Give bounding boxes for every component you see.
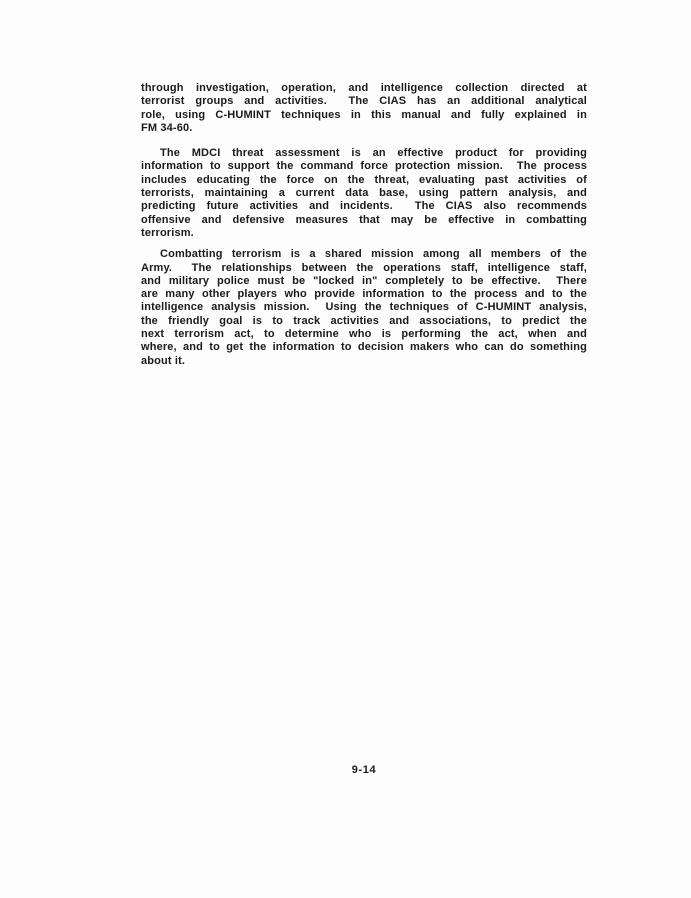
- text-line: includes educating the force on the threat, evaluating past activities of: [141, 173, 587, 186]
- text-line: information to support the command force protection mission. The process: [141, 160, 587, 173]
- text-line: Combatting terrorism is a shared mission among all members of the: [160, 248, 587, 261]
- text-line: role, using C-HUMINT techniques in this manual and fully explained in: [141, 108, 587, 121]
- text-line: Army. The relationships between the operations staff, intelligence staff,: [141, 261, 587, 274]
- text-line: intelligence analysis mission. Using the techniques of C-HUMINT analysis,: [141, 301, 587, 314]
- text-line: terrorism.: [141, 226, 194, 239]
- body-text: [141, 82, 587, 368]
- text-line: terrorist groups and activities. The CIAS has an additional analytical: [141, 95, 587, 108]
- paragraph: [141, 82, 587, 135]
- text-line: terrorists, maintaining a current data base, using pattern analysis, and: [141, 187, 587, 200]
- text-line: The MDCI threat assessment is an effective product for providing: [160, 147, 587, 160]
- text-line: offensive and defensive measures that may be effective in combatting: [141, 213, 587, 226]
- text-line: and military police must be "locked in" completely to be effective. There: [141, 274, 587, 287]
- text-line: where, and to get the information to decision makers who can do something: [141, 341, 587, 354]
- text-line: the friendly goal is to track activities and associations, to predict the: [141, 314, 587, 327]
- text-line: through investigation, operation, and intelligence collection directed at: [141, 82, 587, 94]
- text-line: FM 34-60.: [141, 121, 193, 134]
- paragraph: [141, 248, 587, 368]
- text-line: next terrorism act, to determine who is performing the act, when and: [141, 328, 587, 341]
- page-number: 9-14: [351, 764, 377, 776]
- text-line: predicting future activities and incidents. The CIAS also recommends: [141, 200, 587, 213]
- text-line: are many other players who provide information to the process and to the: [141, 288, 587, 301]
- paragraph: [141, 147, 587, 240]
- text-line: about it.: [141, 354, 186, 367]
